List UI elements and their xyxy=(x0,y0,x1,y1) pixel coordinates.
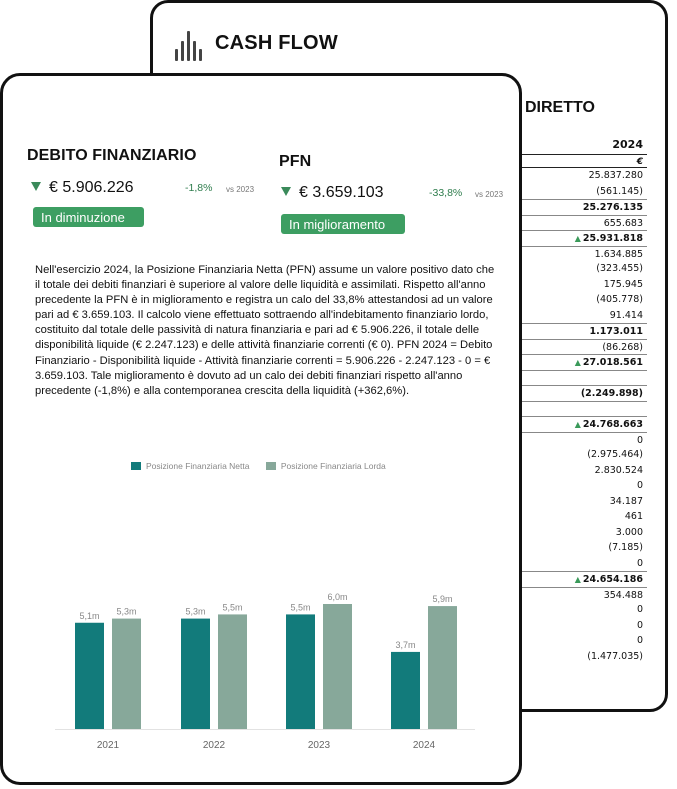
table-cell-value: (2.249.898) xyxy=(580,388,643,399)
bar-data-label: 5,9m xyxy=(432,594,453,605)
table-cell-value: 3.000 xyxy=(615,526,643,538)
bar-data-label: 5,3m xyxy=(185,606,206,617)
table-row xyxy=(521,587,647,603)
table-row xyxy=(521,184,647,200)
table-row xyxy=(521,478,647,494)
table-row xyxy=(521,540,647,556)
table-row xyxy=(521,633,647,649)
table-row xyxy=(521,308,647,324)
bar-data-label: 5,1m xyxy=(79,610,100,621)
table-cell-value: (405.778) xyxy=(596,294,643,305)
debito-value-row xyxy=(31,179,134,197)
table-cell-value: (1.477.035) xyxy=(587,650,643,662)
pfn-description: Nell'esercizio 2024, la Posizione Finanziaria Netta (PFN) assume un valore positivo dato che il totale dei debiti finanziari è superiore al valore delle liquidità e assimilati. Rispetto all'anno precedente la PFN è in miglioramento e registra un calo del 33,8% attestandosi ad un valore pari ad € 3.659.103. Il calcolo viene effettuato sottraendo all'indebitamento finanziario lordo, costituito dal totale delle passività di natura finanziaria e pari ad € 5.906.226, il totale delle disponibilità liquide (€ 2.247.123) e delle attività finanziarie correnti (€ 0). PFN 2024 = Debito Finanziario - Disponibilità liquide - Attività finanziarie correnti = 5.906.226 - 2.247.123 - 0 = € 3.659.103. Tale miglioramento è dovuto ad un calo dei debiti finanziari rispetto all'anno precedente (-1,8%) e alla contemporanea crescita della liquidità (+362,6%). xyxy=(35,264,495,397)
bar-data-label: 5,5m xyxy=(290,602,311,613)
pfn-value: € 3.659.103 xyxy=(299,184,384,201)
bar-lorda-2021 xyxy=(112,619,141,729)
table-cell-value: 0 xyxy=(636,480,643,491)
legend-item-lorda xyxy=(266,461,386,471)
table-currency-header: € xyxy=(521,155,647,168)
debito-pct: -1,8% xyxy=(185,182,213,194)
table-row xyxy=(521,618,647,634)
pfn-title: PFN xyxy=(279,153,312,170)
table-cell-value: 27.018.561 xyxy=(582,357,643,368)
bar-logo-icon xyxy=(175,27,205,61)
table-cell-value: 24.768.663 xyxy=(582,419,643,430)
table-row xyxy=(521,525,647,541)
table-cell-value: (86.268) xyxy=(602,341,643,353)
table-row xyxy=(521,323,647,339)
table-year-header: 2024 xyxy=(521,135,647,155)
x-tick-label: 2023 xyxy=(307,740,331,751)
trend-down-icon xyxy=(281,187,291,196)
table-row xyxy=(521,261,647,277)
bar-data-label: 6,0m xyxy=(327,592,348,602)
table-row xyxy=(521,401,647,417)
table-cell-value: 25.931.818 xyxy=(582,233,643,244)
bar-lorda-2023 xyxy=(323,604,352,729)
table-row xyxy=(521,199,647,215)
trend-up-icon: ▲ xyxy=(574,234,581,243)
trend-up-icon: ▲ xyxy=(574,420,581,429)
bar-lorda-2022 xyxy=(218,614,247,729)
table-row xyxy=(521,385,647,401)
chart-legend xyxy=(131,461,400,471)
bar-netta-2021 xyxy=(75,623,104,729)
table-row xyxy=(521,509,647,525)
legend-label-lorda: Posizione Finanziaria Lorda xyxy=(280,461,386,471)
legend-label-netta: Posizione Finanziaria Netta xyxy=(146,461,250,471)
cash-flow-title: CASH FLOW xyxy=(215,32,338,54)
legend-item-netta xyxy=(131,461,249,471)
table-cell-value: 25.276.135 xyxy=(582,202,643,213)
trend-up-icon: ▲ xyxy=(574,575,581,584)
cash-flow-subtitle: DIRETTO xyxy=(525,99,595,116)
table-row xyxy=(521,602,647,618)
table-row xyxy=(521,168,647,184)
debito-vs: vs 2023 xyxy=(226,185,255,194)
x-tick-label: 2024 xyxy=(412,740,436,751)
table-row xyxy=(521,246,647,262)
table-row xyxy=(521,649,647,665)
pfn-pct: -33,8% xyxy=(429,187,463,199)
pfn-status-badge: In miglioramento xyxy=(281,214,405,234)
table-row xyxy=(521,447,647,463)
x-tick-label: 2022 xyxy=(202,740,226,751)
trend-up-icon: ▲ xyxy=(574,358,581,367)
table-row xyxy=(521,370,647,386)
debito-value: € 5.906.226 xyxy=(49,179,134,196)
table-cell-value: 0 xyxy=(636,619,643,631)
table-cell-value: 461 xyxy=(624,511,643,522)
table-row xyxy=(521,354,647,370)
table-cell-value: 655.683 xyxy=(603,217,643,229)
table-cell-value: 24.654.186 xyxy=(582,574,643,585)
table-cell-value: 354.488 xyxy=(603,589,643,601)
table-cell-value: 91.414 xyxy=(609,309,643,321)
bar-data-label: 3,7m xyxy=(395,639,416,650)
table-row xyxy=(521,277,647,293)
table-row xyxy=(521,416,647,432)
table-cell-value: (7.185) xyxy=(608,542,643,553)
trend-down-icon xyxy=(31,182,41,191)
pfn-vs: vs 2023 xyxy=(475,190,504,199)
table-cell-value: 0 xyxy=(636,557,643,569)
table-row xyxy=(521,571,647,587)
table-cell-value: (561.145) xyxy=(596,185,643,197)
bar-netta-2024 xyxy=(391,652,420,729)
pfn-value-row xyxy=(281,184,384,202)
table-cell-value: 0 xyxy=(636,635,643,646)
cash-flow-table xyxy=(521,135,647,664)
debito-status-badge: In diminuzione xyxy=(33,207,144,227)
table-cell-value: (323.455) xyxy=(596,263,643,274)
x-tick-label: 2021 xyxy=(96,740,120,751)
debito-title: DEBITO FINANZIARIO xyxy=(27,147,197,164)
table-row xyxy=(521,463,647,479)
bar-netta-2023 xyxy=(286,614,315,729)
table-row xyxy=(521,292,647,308)
table-cell-value: 2.830.524 xyxy=(594,464,643,476)
table-cell-value: 1.634.885 xyxy=(594,248,643,260)
table-row xyxy=(521,230,647,246)
table-row xyxy=(521,215,647,231)
bar-data-label: 5,3m xyxy=(116,606,137,617)
bar-lorda-2024 xyxy=(428,606,457,729)
table-cell-value: (2.975.464) xyxy=(587,449,643,460)
table-cell-value: 175.945 xyxy=(603,278,643,290)
table-row xyxy=(521,494,647,510)
pfn-card xyxy=(0,73,522,785)
table-row xyxy=(521,556,647,572)
table-row xyxy=(521,339,647,355)
table-cell-value: 1.173.011 xyxy=(589,326,643,337)
bar-data-label: 5,5m xyxy=(222,602,243,613)
table-cell-value: 0 xyxy=(636,434,643,446)
table-row xyxy=(521,432,647,448)
table-cell-value: 34.187 xyxy=(609,495,643,507)
table-cell-value: 25.837.280 xyxy=(588,170,643,181)
bar-netta-2022 xyxy=(181,619,210,729)
table-cell-value: 0 xyxy=(636,604,643,615)
